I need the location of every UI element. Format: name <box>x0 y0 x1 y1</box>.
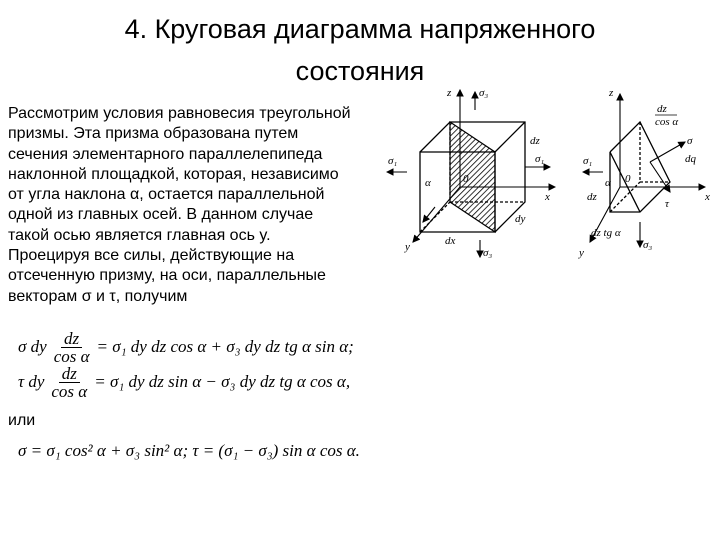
paragraph-line: такой осью является главная ось y. <box>8 226 271 244</box>
label-x: x <box>545 191 550 203</box>
parallelepiped-figure <box>385 82 565 262</box>
paragraph-line: от угла наклона α, остается параллельной <box>8 186 325 204</box>
label-sigma1-left: σ₁ <box>388 155 398 167</box>
paragraph-line: отсеченную призму, на оси, параллельные <box>8 267 326 285</box>
prism-figure <box>565 82 715 262</box>
eq2-rhs: = σ₁ dy dz sin α − σ₃ dy dz tg α cos α, <box>94 372 351 391</box>
slide-title <box>0 8 720 92</box>
paragraph-line: одной из главных осей. В данном случае <box>8 206 314 224</box>
eq1-fraction <box>51 330 93 365</box>
label-dy: dy <box>515 213 526 225</box>
label-origin: 0 <box>463 173 469 185</box>
eq1-rhs: = σ₁ dy dz cos α + σ₃ dy dz tg α sin α; <box>96 337 354 356</box>
label-y: y <box>405 241 410 253</box>
label-dz-left: dz <box>587 191 597 203</box>
eq3-text: σ = σ₁ cos² α + σ₃ sin² α; τ = (σ₁ − σ₃) sin α cos α. <box>18 441 360 460</box>
eq2-fraction-num: dz <box>59 365 80 383</box>
inclined-plane <box>450 122 495 232</box>
eq1-fraction-den: cos α <box>53 346 90 366</box>
eq2-fraction <box>48 365 90 400</box>
equation-result <box>18 436 360 466</box>
label-dq: dq <box>685 153 696 165</box>
label-z: z <box>609 87 614 99</box>
paragraph-line: Проецируя все силы, действующие на <box>8 247 295 265</box>
label-sigma1: σ₁ <box>583 155 593 167</box>
label-alpha: α <box>425 177 431 189</box>
label-sigma1-right: σ₁ <box>535 153 545 165</box>
label-cos-alpha: cos α <box>655 116 679 128</box>
title-line-1: 4. Круговая диаграмма напряженного <box>124 14 596 44</box>
label-dz: dz <box>530 135 540 147</box>
label-sigma: σ <box>687 135 693 147</box>
label-y: y <box>579 247 584 259</box>
paragraph-line: призмы. Эта призма образована путем <box>8 125 299 143</box>
body-paragraph <box>8 104 408 307</box>
label-alpha: α <box>605 177 611 189</box>
paragraph-line: Рассмотрим условия равновесия треугольной <box>8 105 351 122</box>
label-dz-top: dz <box>657 103 667 115</box>
label-sigma3: σ₃ <box>643 239 653 251</box>
paragraph-line: наклонной площадкой, которая, независимо <box>8 165 339 183</box>
label-origin: 0 <box>625 173 631 185</box>
label-tau: τ <box>665 198 669 210</box>
label-dz-tg-alpha: dz tg α <box>591 227 621 239</box>
label-z: z <box>447 87 452 99</box>
connector-word: или <box>8 412 36 429</box>
eq2-fraction-den: cos α <box>51 381 88 401</box>
label-sigma3-bottom: σ₃ <box>483 247 493 259</box>
title-line-2: состояния <box>295 56 425 86</box>
label-dx: dx <box>445 235 456 247</box>
equation-tau <box>18 362 350 402</box>
equation-sigma <box>18 327 354 367</box>
paragraph-line: векторам σ и τ, получим <box>8 287 188 305</box>
eq1-lhs: σ dy <box>18 337 47 356</box>
label-x: x <box>705 191 710 203</box>
eq1-fraction-num: dz <box>61 330 82 348</box>
eq2-lhs: τ dy <box>18 372 45 391</box>
label-sigma3-top: σ₃ <box>479 87 489 99</box>
paragraph-line: сечения элементарного параллелепипеда <box>8 145 323 163</box>
